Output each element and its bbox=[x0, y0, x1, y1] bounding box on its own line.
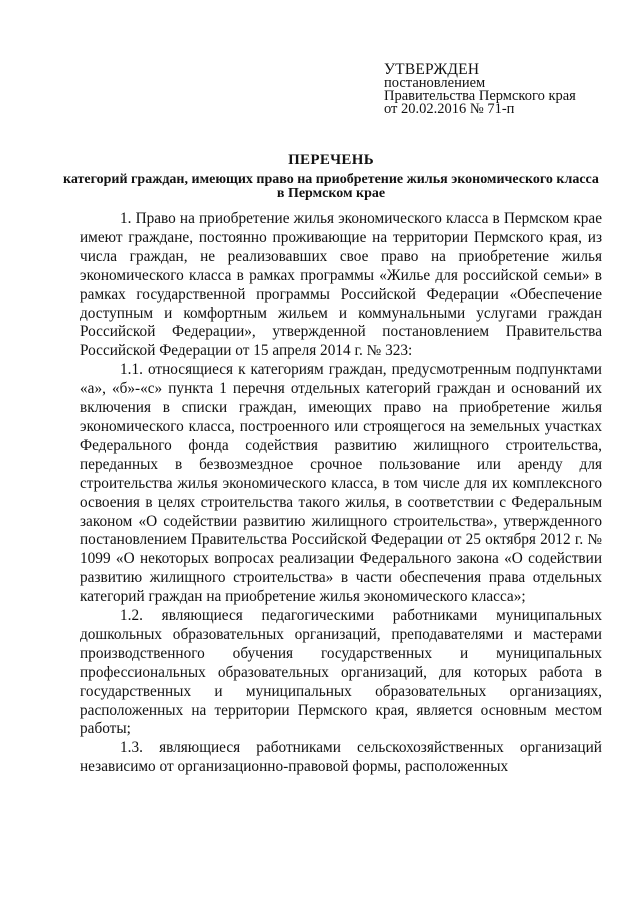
paragraph-1: 1. Право на приобретение жилья экономического класса в Пермском крае имеют граждане, постоянно проживающие на территории Пермского края, из числа граждан, не реализовавших свое право на приобретение жилья экономического класса в рамках программы «Жилье для российской семьи» в рамках государственной программы Российской Федерации «Обеспечение доступным и комфортным жильем и коммунальными услугами граждан Российской Федерации», утвержденной постановлением Правительства Российской Федерации от 15 апреля 2014 г. № 323: bbox=[80, 210, 602, 360]
paragraph-1-2: 1.2. являющиеся педагогическими работниками муниципальных дошкольных образовательных организаций, преподавателями и мастерами производственного обучения государственных и муниципальных профессиональных образовательных организаций, для которых работа в государственных и муниципальных образовательных организациях, расположенных на территории Пермского края, является основным местом работы; bbox=[80, 607, 602, 738]
approval-heading: УТВЕРЖДЕН bbox=[384, 61, 480, 78]
approval-stamp bbox=[384, 62, 624, 116]
paragraph-1-1: 1.1. относящиеся к категориям граждан, предусмотренным подпунктами «а», «б»-«с» пункта 1 перечня отдельных категорий граждан и оснований их включения в списки граждан, имеющих право на приобретение жилья экономического класса, построенного или строящегося на земельных участках Федерального фонда содействия развитию жилищного строительства, переданных в безвозмездное срочное пользование или аренду для строительства жилья экономического класса, в том числе для их комплексного освоения в целях строительства такого жилья, в соответствии с Федеральным законом «О содействии развитию жилищного строительства», утвержденного постановлением Правительства Российской Федерации от 25 октября 2012 г. № 1099 «О некоторых вопросах реализации Федерального закона «О содействии развитию жилищного строительства» в части обеспечения права отдельных категорий граждан на приобретение жилья экономического класса»; bbox=[80, 361, 602, 606]
document-title: ПЕРЕЧЕНЬ bbox=[288, 152, 374, 168]
paragraph-1-3: 1.3. являющиеся работниками сельскохозяйственных организаций независимо от организационно-правовой формы, расположенных bbox=[80, 739, 602, 776]
document-body bbox=[80, 210, 602, 777]
approval-line-2: Правительства Пермского края bbox=[384, 88, 576, 104]
document-title-block bbox=[60, 152, 602, 201]
approval-line-1: постановлением bbox=[384, 75, 486, 91]
document-subtitle: категорий граждан, имеющих право на приобретение жилья экономического класса в Пермском крае bbox=[63, 172, 599, 201]
approval-line-3: от 20.02.2016 № 71-п bbox=[384, 101, 515, 117]
